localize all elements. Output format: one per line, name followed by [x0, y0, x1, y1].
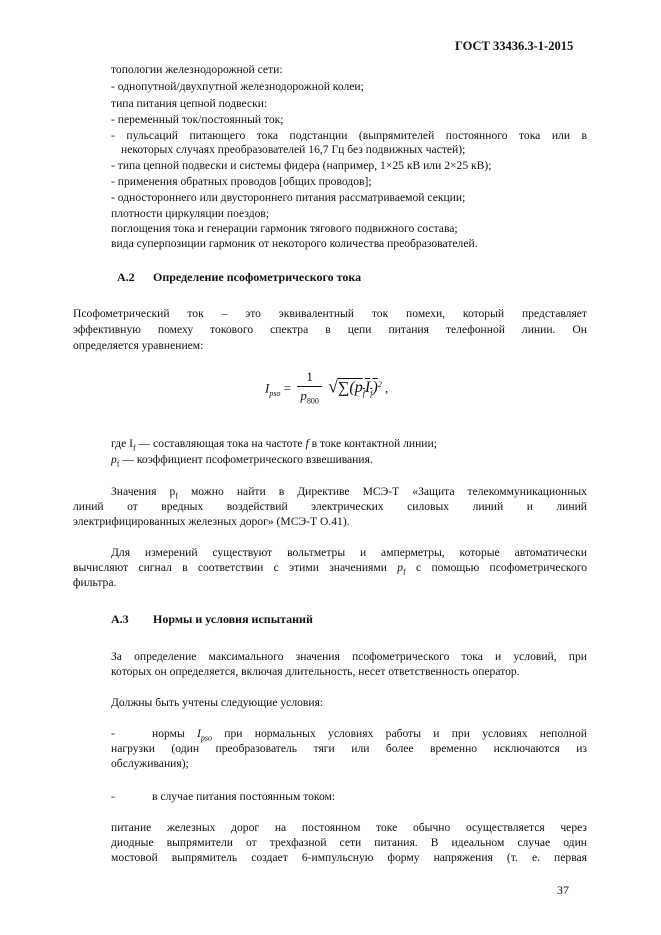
- list-item: - однопутной/двухпутной железнодорожной колеи;: [111, 80, 364, 93]
- list-item-continuation: некоторых случаях преобразователей 16,7 Гц без подвижных частей);: [121, 143, 466, 156]
- list-dash: -: [111, 790, 115, 803]
- paragraph-line: диодные выпрямители от трехфазной сети питания. В идеальном случае один: [111, 836, 587, 849]
- list-item: - типа цепной подвески и системы фидера (например, 1×25 кВ или 2×25 кВ);: [111, 159, 492, 172]
- paragraph-line: эффективную помеху токового спектра в цепи питания телефонной линии. Он: [73, 323, 587, 336]
- list-item-continuation: обслуживания);: [111, 757, 189, 770]
- list-item: плотности циркуляции поездов;: [111, 207, 270, 220]
- page-number: 37: [557, 883, 569, 897]
- paragraph-line: За определение максимального значения псофометрического тока и условий, при: [111, 650, 587, 663]
- fraction: $\frac{1}{p_{800}}$: [297, 368, 322, 411]
- list-item: топологии железнодорожной сети:: [111, 63, 283, 76]
- psophometric-formula: $I_{pso}$ = $\frac{1}{p_{800}}$ $√\sum(p_fI_f)^2$ ,: [265, 368, 388, 411]
- paragraph-line: Значения $p_f$ можно найти в Директиве МСЭ-Т «Защита телекоммуникационных: [111, 485, 587, 501]
- definition-line: $p_f$ — коэффициент псофометрического взвешивания.: [111, 453, 373, 469]
- section-number: А.2: [117, 270, 135, 284]
- paragraph-line: мостовой выпрямитель создает 6-импульсную форму напряжения (т. е. первая: [111, 851, 587, 864]
- list-dash: -: [111, 727, 115, 740]
- list-item: - применения обратных проводов [общих проводов];: [111, 175, 372, 188]
- list-item: типа питания цепной подвески:: [111, 97, 268, 110]
- list-item-continuation: нагрузки (один преобразователь тяги или более временно исключаются из: [111, 742, 587, 755]
- list-item: в случае питания постоянным током:: [152, 790, 336, 803]
- document-id: ГОСТ 33436.3-1-2015: [455, 39, 574, 53]
- list-item: - одностороннего или двустороннего питания рассматриваемой секции;: [111, 191, 466, 204]
- definition-line: где $I_f$ — составляющая тока на частоте f в токе контактной линии;: [111, 437, 437, 453]
- paragraph-line: электрифицированных железных дорог» (МСЭ-Т О.41).: [73, 515, 350, 528]
- paragraph-line: вычисляют сигнал в соответствии с этими значениями $p_f$ с помощью псофометрического: [73, 561, 588, 577]
- list-item: поглощения тока и генерации гармоник тягового подвижного состава;: [111, 222, 458, 235]
- paragraph-line: Псофометрический ток – это эквивалентный ток помехи, который представляет: [73, 307, 587, 320]
- list-item: - пульсаций питающего тока подстанции (выпрямителей постоянного тока или в: [111, 129, 587, 142]
- paragraph-line: которых он определяется, включая длительность, несет ответственность оператор.: [111, 665, 520, 678]
- section-number: А.3: [111, 612, 129, 626]
- paragraph-line: определяется уравнением:: [73, 339, 204, 352]
- paragraph-line: фильтра.: [73, 576, 117, 589]
- list-item: - переменный ток/постоянный ток;: [111, 113, 284, 126]
- list-item: нормы $I_{pso}$ при нормальных условиях работы и при условиях неполной: [152, 727, 587, 743]
- paragraph-line: Для измерений существуют вольтметры и амперметры, которые автоматически: [111, 546, 587, 559]
- section-title: Определение псофометрического тока: [153, 270, 362, 284]
- paragraph-line: линий от вредных воздействий электрических силовых линий и линий: [73, 500, 587, 513]
- paragraph-line: питание железных дорог на постоянном токе обычно осуществляется через: [111, 821, 587, 834]
- paragraph-line: Должны быть учтены следующие условия:: [111, 696, 324, 709]
- list-item: вида суперпозиции гармоник от некоторого количества преобразователей.: [111, 237, 478, 250]
- section-title: Нормы и условия испытаний: [153, 612, 313, 626]
